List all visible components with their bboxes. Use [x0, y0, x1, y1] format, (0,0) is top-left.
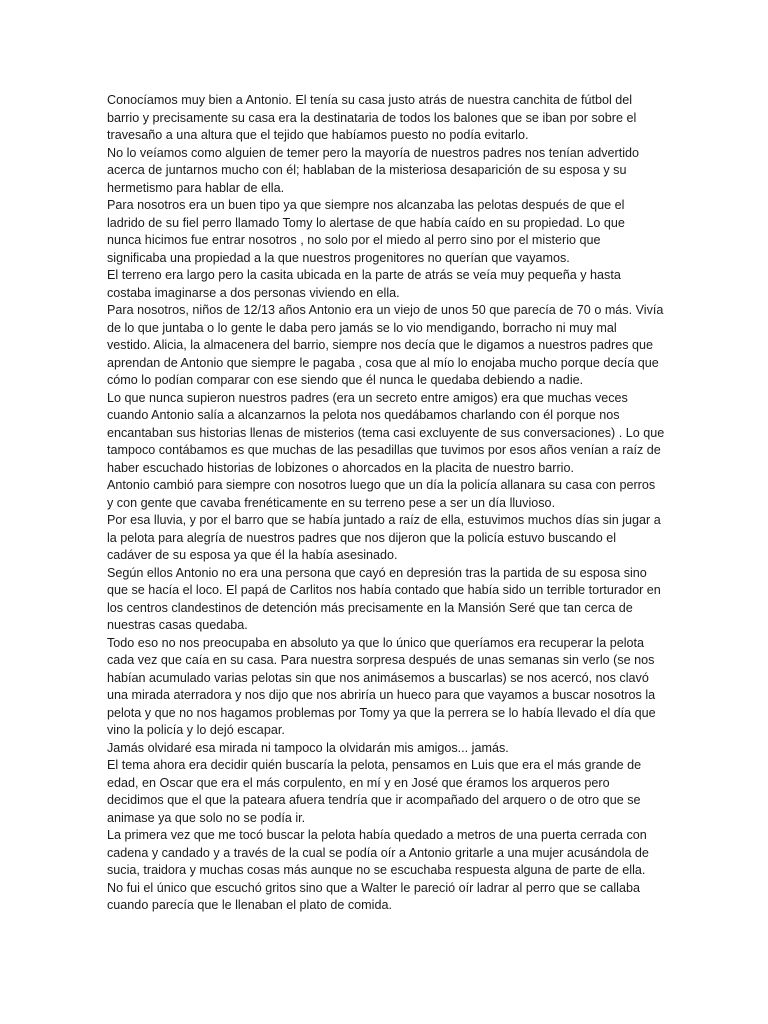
document-line: cadena y candado y a través de la cual se podía oír a Antonio gritarle a una mujer acusándola de — [107, 845, 649, 860]
document-line: sucia, traidora y muchas cosas más aunque no se escuchaba respuesta alguna de parte de ella. — [107, 863, 646, 877]
document-line: Lo que nunca supieron nuestros padres (era un secreto entre amigos) era que muchas veces — [107, 390, 628, 405]
document-line: aprendan de Antonio que siempre le pagaba , cosa que al mío lo enojaba mucho porque decía que — [107, 355, 659, 370]
document-line: cuando Antonio salía a alcanzarnos la pelota nos quedábamos charlando con él porque nos — [107, 408, 620, 422]
document-line: cadáver de su esposa ya que él la había asesinado. — [107, 548, 398, 562]
document-line: Según ellos Antonio no era una persona que cayó en depresión tras la partida de su esposa sino — [107, 565, 647, 580]
document-line: habían acumulado varias pelotas sin que nos animásemos a buscarlas) se nos acercó, nos clavó — [107, 670, 649, 685]
document-line: cuando parecía que le llenaban el plato de comida. — [107, 898, 392, 912]
document-line: nunca hicimos fue entrar nosotros , no solo por el miedo al perro sino por el misterio que — [107, 233, 601, 247]
document-line: decidimos que el que la pateara afuera tendría que ir acompañado del arquero o de otro que se — [107, 793, 641, 807]
document-line: costaba imaginarse a dos personas viviendo en ella. — [107, 285, 400, 300]
document-line: significaba una propiedad a la que nuestros progenitores no querían que vayamos. — [107, 250, 570, 265]
document-line: cada vez que caía en su casa. Para nuestra sorpresa después de unas semanas sin verlo (se nos — [107, 653, 655, 667]
document-line: La primera vez que me tocó buscar la pelota había quedado a metros de una puerta cerrada con — [107, 828, 647, 842]
document-line: Todo eso no nos preocupaba en absoluto ya que lo único que queríamos era recuperar la pelota — [107, 635, 645, 650]
document-line: pelota y que no nos hagamos problemas por Tomy ya que la perrera se lo había llevado el día que — [107, 705, 656, 720]
document-line: tampoco contábamos es que muchas de las pesadillas que tuvimos por esos años venían a raíz de — [107, 443, 661, 457]
document-line: vino la policía y lo dejó escapar. — [107, 723, 285, 737]
document-line: Jamás olvidaré esa mirada ni tampoco la olvidarán mis amigos... jamás. — [107, 740, 509, 755]
document-line: hermetismo para hablar de ella. — [107, 180, 285, 195]
document-line: de lo que juntaba o lo gente le daba pero jamás se lo vio mendigando, borracho ni muy mal — [107, 320, 617, 335]
document-line: El tema ahora era decidir quién buscaría la pelota, pensamos en Luis que era el más grande de — [107, 758, 642, 772]
document-line: la pelota para alegría de nuestros padres que nos dijeron que la policía estuvo buscando el — [107, 530, 616, 545]
document-line: acerca de juntarnos mucho con él; hablaban de la misteriosa desaparición de su esposa y su — [107, 163, 627, 177]
document-line: animase ya que solo no se podía ir. — [107, 810, 306, 825]
document-line: No lo veíamos como alguien de temer pero la mayoría de nuestros padres nos tenían advertido — [107, 145, 640, 160]
document-line: Para nosotros, niños de 12/13 años Antonio era un viejo de unos 50 que parecía de 70 o más. Vivía — [107, 303, 664, 317]
document-line: No fui el único que escuchó gritos sino que a Walter le pareció oír ladrar al perro que se callaba — [107, 880, 640, 895]
document-line: y con gente que cavaba frenéticamente en su terreno pese a ser un día lluvioso. — [107, 495, 556, 510]
document-line: Para nosotros era un buen tipo ya que siempre nos alcanzaba las pelotas después de que el — [107, 198, 625, 212]
document-line: que se hacía el loco. El papá de Carlitos nos había contado que había sido un terrible torturador en — [107, 583, 661, 597]
document-line: Por esa lluvia, y por el barro que se había juntado a raíz de ella, estuvimos muchos días sin jugar a — [107, 513, 661, 527]
document-line: ladrido de su fiel perro llamado Tomy lo alertase de que había caído en su propiedad. Lo que — [107, 215, 625, 230]
document-line: El terreno era largo pero la casita ubicada en la parte de atrás se veía muy pequeña y hasta — [107, 268, 621, 282]
document-line: edad, en Oscar que era el más corpulento, en mí y en José que éramos los arqueros pero — [107, 775, 610, 790]
document-line: Conocíamos muy bien a Antonio. El tenía su casa justo atrás de nuestra canchita de fútbol del — [107, 93, 633, 107]
document-line: nuestras casas quedaba. — [107, 618, 248, 632]
document-line: haber escuchado historias de lobizones o ahorcados en la placita de nuestro barrio. — [107, 460, 574, 475]
document-line: una mirada aterradora y nos dijo que nos abriría un hueco para que vayamos a buscar nosotros la — [107, 688, 656, 702]
document-line: travesaño a una altura que el tejido que habíamos puesto no podía evitarlo. — [107, 128, 529, 142]
document-line: Antonio cambió para siempre con nosotros luego que un día la policía allanara su casa con perros — [107, 478, 656, 492]
document-line: vestido. Alicia, la almacenera del barrio, siempre nos decía que le digamos a nuestros padres que — [107, 338, 654, 352]
document-line: barrio y precisamente su casa era la destinataria de todos los balones que se iban por sobre el — [107, 110, 637, 125]
document-body — [107, 92, 667, 915]
document-line: encantaban sus historias llenas de misterios (tema casi excluyente de sus conversaciones) . Lo que — [107, 425, 665, 440]
document-line: cómo lo podían comparar con ese siendo que él nunca le quedaba debiendo a nadie. — [107, 373, 584, 387]
document-line: los centros clandestinos de detención más precisamente en la Mansión Seré que tan cerca de — [107, 600, 633, 615]
